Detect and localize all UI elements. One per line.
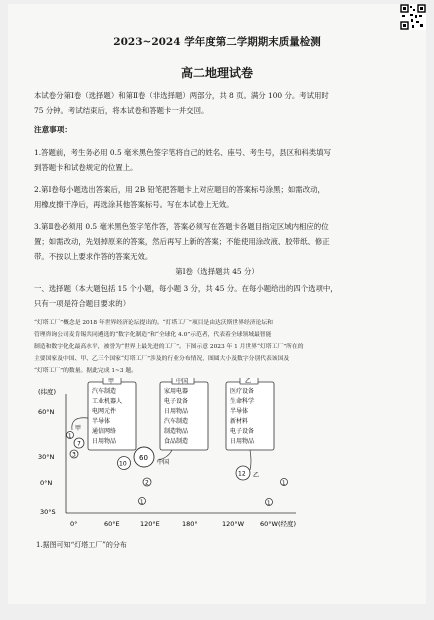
question-instruction: 只有一项是符合题目要求的） — [34, 299, 131, 308]
circle-label: 中国 — [157, 459, 170, 466]
question-instruction: 一、选择题（本大题包括 15 个小题，每小题 3 分，共 45 分。在每小题给出的四个选项中， — [34, 284, 338, 293]
lat-tick: 30°S — [40, 508, 56, 516]
country-circle — [281, 479, 288, 487]
passage-line: 主要国家及中国、甲、乙三个国家“灯塔工厂”涉及的行业分布情况，图圆大小及数字分别代表该国及 — [34, 356, 290, 362]
notice-item-2: 2.第Ⅰ卷每小题选出答案后，用 2B 铅笔把答题卡上对应题目的答案标号涂黑；如需改动， — [34, 185, 325, 194]
passage-line: 管理咨询公司麦肯锡共同遴选的“数字化制造”和“全球化 4.0”示范者，代表着全球领域最智能 — [34, 332, 272, 338]
circle-value: 1 — [282, 480, 286, 487]
industry-item: 汽车制造 — [92, 388, 117, 395]
intro-line: 75 分钟。考试结束后，将本试卷和答题卡一并交回。 — [34, 106, 209, 115]
passage-line: 制造和数字化化最高水平，被誉为“世界上最先进的工厂”。下图示意 2023 年 1 月世界“灯塔工厂”所在的 — [34, 344, 304, 350]
country-circle — [67, 424, 82, 440]
notice-item-1: 到答题卡和试卷规定的位置上。 — [34, 163, 138, 172]
industry-item: 生命科学 — [230, 398, 255, 405]
lon-tick: 120°E — [140, 520, 160, 528]
circle-value: 10 — [119, 460, 127, 468]
circle-value: 12 — [238, 470, 246, 478]
industry-item: 日用物品 — [164, 408, 189, 415]
industry-item: 新材料 — [230, 418, 249, 425]
country-circle — [143, 478, 151, 487]
lon-tick: 120°W — [222, 520, 245, 528]
country-circle-yi — [236, 466, 259, 480]
notice-heading: 注意事项： — [34, 125, 72, 134]
industry-item: 工业机器人 — [92, 398, 123, 405]
lon-tick: 60°E — [104, 520, 120, 528]
industry-item: 食品制造 — [164, 438, 189, 445]
country-box-yi — [226, 378, 274, 450]
circle-value: 1 — [267, 500, 271, 507]
country-box-jia — [88, 378, 136, 450]
industry-item: 电网元件 — [92, 408, 117, 415]
box-label: 中国 — [176, 378, 189, 385]
circle-value: 1 — [140, 499, 144, 506]
lighthouse-factory-map — [0, 378, 434, 536]
industry-item: 制造物品 — [164, 428, 189, 435]
exam-subtitle: 高二地理试卷 — [180, 66, 253, 80]
industry-item: 日用物品 — [230, 438, 255, 445]
circle-value: 3 — [72, 451, 76, 459]
box-label: 甲 — [108, 378, 115, 385]
industry-item: 电子设备 — [164, 398, 189, 405]
industry-item: 家用电器 — [164, 388, 189, 395]
country-circle — [118, 457, 131, 470]
industry-item: 电子设备 — [230, 428, 255, 435]
industry-item: 日用物品 — [92, 438, 117, 445]
circle-label: 甲 — [75, 425, 82, 432]
section-title: 第Ⅰ卷（选择题共 45 分） — [175, 267, 259, 276]
industry-item: 通信网络 — [92, 428, 117, 435]
lat-tick: 0°N — [40, 479, 53, 487]
passage-line: “灯塔工厂”概念是 2018 年世界经济论坛提出的。“灯塔工厂”项目是由达沃斯世界经济论坛和 — [34, 320, 273, 326]
lon-tick: 0° — [70, 520, 78, 528]
question-1-stem: 1.据图可知“灯塔工厂”的分布 — [36, 541, 127, 549]
lat-tick: 30°N — [38, 453, 55, 461]
intro-line: 本试卷分第Ⅰ卷（选择题）和第Ⅱ卷（非选择题）两部分，共 8 页。满分 100 分。考试用时 — [34, 91, 329, 100]
country-circle — [74, 438, 84, 448]
country-circle — [266, 499, 273, 507]
country-circle — [70, 450, 78, 459]
country-box-china — [160, 378, 208, 450]
lat-axis-title: (纬度) — [38, 388, 57, 396]
industry-item: 医疗设备 — [230, 388, 255, 395]
passage-line: “灯塔工厂”的数量。据此完成 1~3 题。 — [34, 368, 138, 374]
lon-tick: 60°W(经度) — [260, 520, 297, 528]
box-label: 乙 — [245, 378, 252, 385]
notice-item-3: 3.第Ⅱ卷必须用 0.5 毫米黑色签字笔作答，答案必须写在答题卡各题目指定区域内相应的位 — [34, 222, 329, 231]
industry-item: 半导体 — [230, 408, 249, 415]
country-circle — [139, 498, 146, 506]
circle-value: 60 — [139, 454, 148, 462]
qr-code — [400, 4, 426, 30]
circle-value: 7 — [77, 440, 81, 448]
notice-item-3: 置；如需改动，先划掉原来的答案，然后再写上新的答案；不能使用涂改液、胶带纸、修正 — [34, 237, 330, 246]
notice-item-1: 1.答题前，考生务必用 0.5 毫米黑色签字笔将自己的姓名、座号、考生号，县区和科类填写 — [34, 148, 331, 157]
circle-label: 乙 — [253, 472, 260, 479]
notice-item-2: 用橡皮擦干净后，再选涂其他答案标号。写在本试卷上无效。 — [34, 200, 234, 209]
notice-item-3: 带。不按以上要求作答的答案无效。 — [34, 252, 153, 261]
lat-tick: 60°N — [38, 408, 55, 416]
exam-title: 2023~2024 学年度第二学期期末质量检测 — [113, 36, 321, 48]
industry-item: 半导体 — [92, 418, 111, 425]
circle-value: 2 — [145, 479, 149, 487]
lon-tick: 180° — [182, 520, 198, 528]
industry-item: 汽车制造 — [164, 418, 189, 425]
circle-value: 1 — [68, 433, 72, 440]
